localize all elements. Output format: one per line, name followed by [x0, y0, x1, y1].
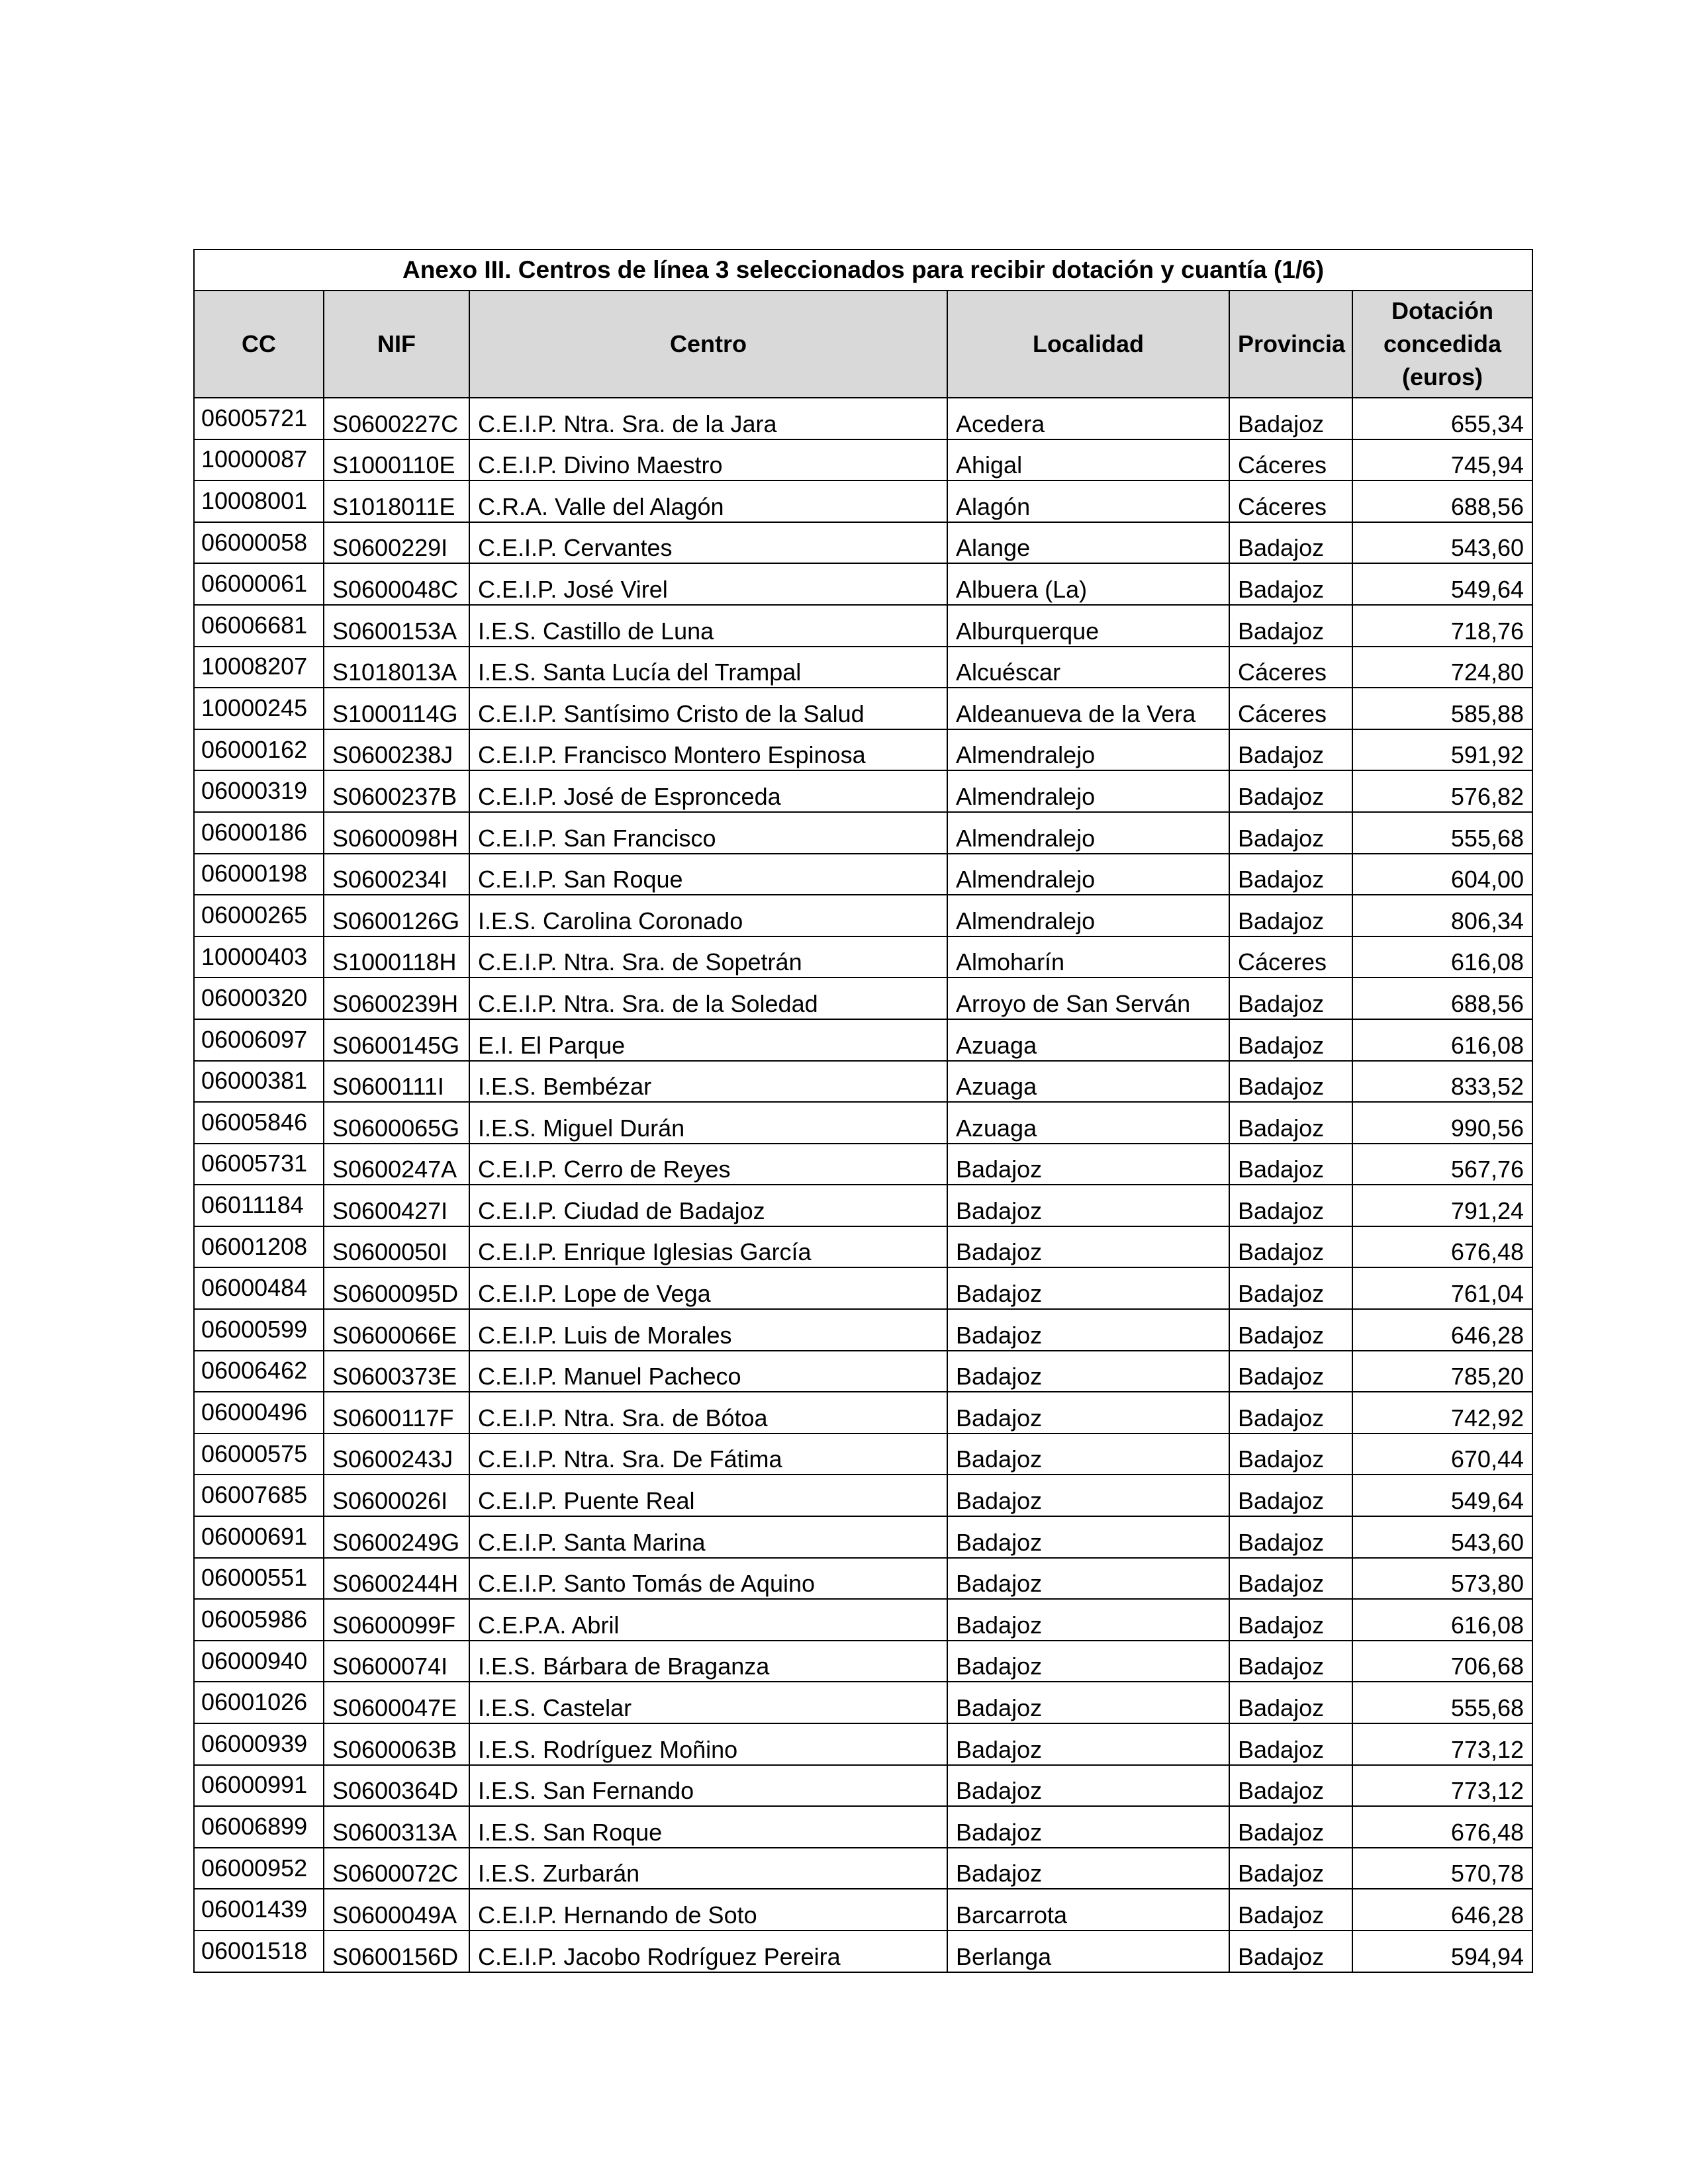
table-row [194, 605, 1532, 647]
localidad-cell: Almendralejo [947, 895, 1229, 936]
centro-cell: C.E.I.P. Francisco Montero Espinosa [469, 729, 947, 771]
table-row [194, 1144, 1532, 1185]
nif-cell: S0600099F [324, 1599, 469, 1641]
centro-cell: I.E.S. Carolina Coronado [469, 895, 947, 936]
amount-cell: 742,92 [1352, 1392, 1532, 1433]
provincia-cell: Badajoz [1229, 978, 1352, 1019]
nif-cell: S0600237B [324, 770, 469, 812]
provincia-cell: Badajoz [1229, 1558, 1352, 1600]
nif-cell: S0600048C [324, 563, 469, 605]
cc-cell: 06000496 [194, 1392, 324, 1433]
centro-cell: C.E.I.P. San Francisco [469, 812, 947, 854]
cc-cell: 10000403 [194, 936, 324, 978]
table-row [194, 1061, 1532, 1103]
table-row [194, 1931, 1532, 1972]
provincia-cell: Cáceres [1229, 647, 1352, 688]
cc-cell: 06005986 [194, 1599, 324, 1641]
provincia-cell: Cáceres [1229, 439, 1352, 481]
table-row [194, 522, 1532, 564]
nif-cell: S0600234I [324, 854, 469, 895]
cc-cell: 06001439 [194, 1889, 324, 1931]
centro-cell: I.E.S. San Fernando [469, 1765, 947, 1807]
nif-cell: S1000118H [324, 936, 469, 978]
amount-cell: 549,64 [1352, 1475, 1532, 1516]
table-row [194, 1599, 1532, 1641]
table-row [194, 1226, 1532, 1268]
localidad-cell: Albuera (La) [947, 563, 1229, 605]
localidad-cell: Badajoz [947, 1309, 1229, 1351]
provincia-cell: Badajoz [1229, 770, 1352, 812]
provincia-cell: Badajoz [1229, 1267, 1352, 1309]
amount-cell: 543,60 [1352, 1516, 1532, 1558]
nif-cell: S1000110E [324, 439, 469, 481]
cc-cell: 06006097 [194, 1019, 324, 1061]
cc-cell: 06000381 [194, 1061, 324, 1103]
table-row [194, 1102, 1532, 1144]
provincia-cell: Cáceres [1229, 688, 1352, 729]
localidad-cell: Berlanga [947, 1931, 1229, 1972]
column-header-nif: NIF [324, 291, 469, 398]
provincia-cell: Badajoz [1229, 605, 1352, 647]
table-row [194, 1019, 1532, 1061]
cc-cell: 06001518 [194, 1931, 324, 1972]
localidad-cell: Arroyo de San Serván [947, 978, 1229, 1019]
localidad-cell: Badajoz [947, 1433, 1229, 1475]
centro-cell: I.E.S. Rodríguez Moñino [469, 1723, 947, 1765]
amount-cell: 616,08 [1352, 936, 1532, 978]
provincia-cell: Cáceres [1229, 480, 1352, 522]
table-row [194, 729, 1532, 771]
title-row [194, 250, 1532, 291]
centro-cell: I.E.S. Miguel Durán [469, 1102, 947, 1144]
provincia-cell: Badajoz [1229, 1102, 1352, 1144]
cc-cell: 06000691 [194, 1516, 324, 1558]
cc-cell: 06000198 [194, 854, 324, 895]
localidad-cell: Badajoz [947, 1475, 1229, 1516]
localidad-cell: Barcarrota [947, 1889, 1229, 1931]
nif-cell: S0600247A [324, 1144, 469, 1185]
centro-cell: C.E.P.A. Abril [469, 1599, 947, 1641]
cc-cell: 06000939 [194, 1723, 324, 1765]
table-row [194, 480, 1532, 522]
centro-cell: I.E.S. Castillo de Luna [469, 605, 947, 647]
provincia-cell: Badajoz [1229, 1723, 1352, 1765]
provincia-cell: Badajoz [1229, 1599, 1352, 1641]
table-row [194, 812, 1532, 854]
column-header-centro: Centro [469, 291, 947, 398]
cc-cell: 06000265 [194, 895, 324, 936]
centro-cell: C.E.I.P. Enrique Iglesias García [469, 1226, 947, 1268]
nif-cell: S0600026I [324, 1475, 469, 1516]
provincia-cell: Badajoz [1229, 563, 1352, 605]
cc-cell: 06006681 [194, 605, 324, 647]
nif-cell: S0600313A [324, 1806, 469, 1848]
provincia-cell: Cáceres [1229, 936, 1352, 978]
localidad-cell: Alcuéscar [947, 647, 1229, 688]
table-row [194, 1516, 1532, 1558]
centro-cell: I.E.S. Zurbarán [469, 1848, 947, 1889]
nif-cell: S0600074I [324, 1641, 469, 1682]
provincia-cell: Badajoz [1229, 1931, 1352, 1972]
table-row [194, 1392, 1532, 1433]
centro-cell: C.E.I.P. Hernando de Soto [469, 1889, 947, 1931]
table-row [194, 398, 1532, 439]
centro-cell: C.E.I.P. Ntra. Sra. de Sopetrán [469, 936, 947, 978]
localidad-cell: Almendralejo [947, 729, 1229, 771]
amount-cell: 773,12 [1352, 1765, 1532, 1807]
centro-cell: C.E.I.P. Santa Marina [469, 1516, 947, 1558]
provincia-cell: Badajoz [1229, 812, 1352, 854]
table-row [194, 978, 1532, 1019]
amount-cell: 591,92 [1352, 729, 1532, 771]
table-row [194, 563, 1532, 605]
amount-cell: 724,80 [1352, 647, 1532, 688]
amount-cell: 833,52 [1352, 1061, 1532, 1103]
centro-cell: C.E.I.P. Divino Maestro [469, 439, 947, 481]
table-row [194, 1682, 1532, 1723]
nif-cell: S0600244H [324, 1558, 469, 1600]
provincia-cell: Badajoz [1229, 522, 1352, 564]
nif-cell: S0600050I [324, 1226, 469, 1268]
localidad-cell: Almendralejo [947, 854, 1229, 895]
table-body [194, 398, 1532, 1972]
table-row [194, 688, 1532, 729]
centro-cell: C.E.I.P. Jacobo Rodríguez Pereira [469, 1931, 947, 1972]
table-title: Anexo III. Centros de línea 3 seleccionados para recibir dotación y cuantía (1/6) [194, 250, 1532, 291]
localidad-cell: Badajoz [947, 1185, 1229, 1226]
nif-cell: S0600117F [324, 1392, 469, 1433]
cc-cell: 06011184 [194, 1185, 324, 1226]
provincia-cell: Badajoz [1229, 895, 1352, 936]
localidad-cell: Badajoz [947, 1723, 1229, 1765]
nif-cell: S0600072C [324, 1848, 469, 1889]
column-header-provincia: Provincia [1229, 291, 1352, 398]
cc-cell: 10000245 [194, 688, 324, 729]
column-header-localidad: Localidad [947, 291, 1229, 398]
nif-cell: S0600243J [324, 1433, 469, 1475]
nif-cell: S0600427I [324, 1185, 469, 1226]
table-row [194, 936, 1532, 978]
amount-cell: 604,00 [1352, 854, 1532, 895]
provincia-cell: Badajoz [1229, 1475, 1352, 1516]
localidad-cell: Almoharín [947, 936, 1229, 978]
centro-cell: I.E.S. San Roque [469, 1806, 947, 1848]
localidad-cell: Badajoz [947, 1144, 1229, 1185]
column-header-dotacion-line: (euros) [1401, 363, 1483, 390]
nif-cell: S1000114G [324, 688, 469, 729]
amount-cell: 990,56 [1352, 1102, 1532, 1144]
amount-cell: 570,78 [1352, 1848, 1532, 1889]
table-row [194, 647, 1532, 688]
provincia-cell: Badajoz [1229, 1682, 1352, 1723]
nif-cell: S0600047E [324, 1682, 469, 1723]
table-row [194, 1806, 1532, 1848]
cc-cell: 06005731 [194, 1144, 324, 1185]
provincia-cell: Badajoz [1229, 1765, 1352, 1807]
cc-cell: 06000319 [194, 770, 324, 812]
localidad-cell: Badajoz [947, 1682, 1229, 1723]
centro-cell: C.E.I.P. Cervantes [469, 522, 947, 564]
nif-cell: S0600238J [324, 729, 469, 771]
centro-cell: C.E.I.P. Ntra. Sra. de la Jara [469, 398, 947, 439]
column-header-dotacion-line: concedida [1383, 330, 1502, 357]
amount-cell: 688,56 [1352, 480, 1532, 522]
nif-cell: S0600229I [324, 522, 469, 564]
column-header-dotacion [1352, 291, 1532, 398]
provincia-cell: Badajoz [1229, 729, 1352, 771]
provincia-cell: Badajoz [1229, 1889, 1352, 1931]
centro-cell: C.E.I.P. Ciudad de Badajoz [469, 1185, 947, 1226]
localidad-cell: Alagón [947, 480, 1229, 522]
centro-cell: C.E.I.P. Puente Real [469, 1475, 947, 1516]
centro-cell: C.E.I.P. Cerro de Reyes [469, 1144, 947, 1185]
centro-cell: C.R.A. Valle del Alagón [469, 480, 947, 522]
localidad-cell: Badajoz [947, 1226, 1229, 1268]
centro-cell: C.E.I.P. San Roque [469, 854, 947, 895]
amount-cell: 543,60 [1352, 522, 1532, 564]
cc-cell: 06000484 [194, 1267, 324, 1309]
cc-cell: 06006899 [194, 1806, 324, 1848]
cc-cell: 06001208 [194, 1226, 324, 1268]
table-row [194, 1185, 1532, 1226]
cc-cell: 06000599 [194, 1309, 324, 1351]
provincia-cell: Badajoz [1229, 1806, 1352, 1848]
nif-cell: S0600111I [324, 1061, 469, 1103]
nif-cell: S1018013A [324, 647, 469, 688]
localidad-cell: Acedera [947, 398, 1229, 439]
provincia-cell: Badajoz [1229, 1392, 1352, 1433]
table-row [194, 1433, 1532, 1475]
centro-cell: C.E.I.P. Ntra. Sra. de la Soledad [469, 978, 947, 1019]
cc-cell: 06000940 [194, 1641, 324, 1682]
localidad-cell: Badajoz [947, 1848, 1229, 1889]
amount-cell: 646,28 [1352, 1889, 1532, 1931]
column-header-dotacion-line: Dotación [1391, 297, 1493, 324]
nif-cell: S0600153A [324, 605, 469, 647]
nif-cell: S0600249G [324, 1516, 469, 1558]
table-row [194, 1765, 1532, 1807]
table-row [194, 1889, 1532, 1931]
amount-cell: 791,24 [1352, 1185, 1532, 1226]
localidad-cell: Azuaga [947, 1019, 1229, 1061]
provincia-cell: Badajoz [1229, 1226, 1352, 1268]
nif-cell: S0600095D [324, 1267, 469, 1309]
amount-cell: 785,20 [1352, 1351, 1532, 1392]
cc-cell: 06005721 [194, 398, 324, 439]
provincia-cell: Badajoz [1229, 1144, 1352, 1185]
cc-cell: 06000551 [194, 1558, 324, 1600]
nif-cell: S0600364D [324, 1765, 469, 1807]
provincia-cell: Badajoz [1229, 854, 1352, 895]
nif-cell: S0600098H [324, 812, 469, 854]
localidad-cell: Azuaga [947, 1061, 1229, 1103]
amount-cell: 646,28 [1352, 1309, 1532, 1351]
centro-cell: I.E.S. Santa Lucía del Trampal [469, 647, 947, 688]
provincia-cell: Badajoz [1229, 398, 1352, 439]
table-row [194, 1848, 1532, 1889]
provincia-cell: Badajoz [1229, 1641, 1352, 1682]
cc-cell: 06000952 [194, 1848, 324, 1889]
amount-cell: 773,12 [1352, 1723, 1532, 1765]
amount-cell: 745,94 [1352, 439, 1532, 481]
nif-cell: S0600145G [324, 1019, 469, 1061]
amount-cell: 806,34 [1352, 895, 1532, 936]
localidad-cell: Badajoz [947, 1392, 1229, 1433]
amount-cell: 718,76 [1352, 605, 1532, 647]
centro-cell: I.E.S. Bárbara de Braganza [469, 1641, 947, 1682]
annex-table [193, 249, 1533, 1973]
provincia-cell: Badajoz [1229, 1309, 1352, 1351]
localidad-cell: Badajoz [947, 1765, 1229, 1807]
amount-cell: 585,88 [1352, 688, 1532, 729]
amount-cell: 688,56 [1352, 978, 1532, 1019]
centro-cell: I.E.S. Castelar [469, 1682, 947, 1723]
amount-cell: 616,08 [1352, 1019, 1532, 1061]
localidad-cell: Almendralejo [947, 812, 1229, 854]
localidad-cell: Azuaga [947, 1102, 1229, 1144]
provincia-cell: Badajoz [1229, 1516, 1352, 1558]
table-row [194, 1558, 1532, 1600]
column-header-cc: CC [194, 291, 324, 398]
centro-cell: C.E.I.P. Ntra. Sra. De Fátima [469, 1433, 947, 1475]
amount-cell: 573,80 [1352, 1558, 1532, 1600]
table-row [194, 1267, 1532, 1309]
centro-cell: C.E.I.P. Santo Tomás de Aquino [469, 1558, 947, 1600]
provincia-cell: Badajoz [1229, 1019, 1352, 1061]
localidad-cell: Badajoz [947, 1516, 1229, 1558]
localidad-cell: Alburquerque [947, 605, 1229, 647]
nif-cell: S1018011E [324, 480, 469, 522]
table-row [194, 895, 1532, 936]
cc-cell: 06001026 [194, 1682, 324, 1723]
cc-cell: 10008001 [194, 480, 324, 522]
cc-cell: 06000162 [194, 729, 324, 771]
provincia-cell: Badajoz [1229, 1061, 1352, 1103]
provincia-cell: Badajoz [1229, 1848, 1352, 1889]
centro-cell: C.E.I.P. Manuel Pacheco [469, 1351, 947, 1392]
cc-cell: 06000186 [194, 812, 324, 854]
nif-cell: S0600373E [324, 1351, 469, 1392]
table-row [194, 1309, 1532, 1351]
amount-cell: 594,94 [1352, 1931, 1532, 1972]
amount-cell: 549,64 [1352, 563, 1532, 605]
nif-cell: S0600063B [324, 1723, 469, 1765]
nif-cell: S0600066E [324, 1309, 469, 1351]
localidad-cell: Badajoz [947, 1351, 1229, 1392]
amount-cell: 616,08 [1352, 1599, 1532, 1641]
amount-cell: 655,34 [1352, 398, 1532, 439]
nif-cell: S0600227C [324, 398, 469, 439]
cc-cell: 06000991 [194, 1765, 324, 1807]
amount-cell: 670,44 [1352, 1433, 1532, 1475]
nif-cell: S0600156D [324, 1931, 469, 1972]
centro-cell: C.E.I.P. José Virel [469, 563, 947, 605]
centro-cell: C.E.I.P. Luis de Morales [469, 1309, 947, 1351]
centro-cell: E.I. El Parque [469, 1019, 947, 1061]
cc-cell: 06000320 [194, 978, 324, 1019]
cc-cell: 06005846 [194, 1102, 324, 1144]
centro-cell: I.E.S. Bembézar [469, 1061, 947, 1103]
amount-cell: 706,68 [1352, 1641, 1532, 1682]
table-row [194, 1475, 1532, 1516]
table-row [194, 1641, 1532, 1682]
nif-cell: S0600049A [324, 1889, 469, 1931]
nif-cell: S0600239H [324, 978, 469, 1019]
localidad-cell: Badajoz [947, 1641, 1229, 1682]
amount-cell: 555,68 [1352, 812, 1532, 854]
centro-cell: C.E.I.P. Ntra. Sra. de Bótoa [469, 1392, 947, 1433]
provincia-cell: Badajoz [1229, 1433, 1352, 1475]
amount-cell: 567,76 [1352, 1144, 1532, 1185]
centro-cell: C.E.I.P. Lope de Vega [469, 1267, 947, 1309]
amount-cell: 761,04 [1352, 1267, 1532, 1309]
header-row [194, 291, 1532, 398]
localidad-cell: Ahigal [947, 439, 1229, 481]
cc-cell: 06006462 [194, 1351, 324, 1392]
table-row [194, 1723, 1532, 1765]
cc-cell: 10008207 [194, 647, 324, 688]
provincia-cell: Badajoz [1229, 1351, 1352, 1392]
nif-cell: S0600065G [324, 1102, 469, 1144]
localidad-cell: Badajoz [947, 1558, 1229, 1600]
amount-cell: 555,68 [1352, 1682, 1532, 1723]
table-row [194, 770, 1532, 812]
localidad-cell: Alange [947, 522, 1229, 564]
cc-cell: 06000061 [194, 563, 324, 605]
localidad-cell: Badajoz [947, 1599, 1229, 1641]
cc-cell: 06000058 [194, 522, 324, 564]
centro-cell: C.E.I.P. José de Espronceda [469, 770, 947, 812]
localidad-cell: Badajoz [947, 1267, 1229, 1309]
cc-cell: 06000575 [194, 1433, 324, 1475]
localidad-cell: Almendralejo [947, 770, 1229, 812]
nif-cell: S0600126G [324, 895, 469, 936]
provincia-cell: Badajoz [1229, 1185, 1352, 1226]
amount-cell: 676,48 [1352, 1806, 1532, 1848]
localidad-cell: Badajoz [947, 1806, 1229, 1848]
cc-cell: 10000087 [194, 439, 324, 481]
amount-cell: 676,48 [1352, 1226, 1532, 1268]
amount-cell: 576,82 [1352, 770, 1532, 812]
centro-cell: C.E.I.P. Santísimo Cristo de la Salud [469, 688, 947, 729]
table-row [194, 1351, 1532, 1392]
localidad-cell: Aldeanueva de la Vera [947, 688, 1229, 729]
cc-cell: 06007685 [194, 1475, 324, 1516]
table-row [194, 854, 1532, 895]
table-row [194, 439, 1532, 481]
